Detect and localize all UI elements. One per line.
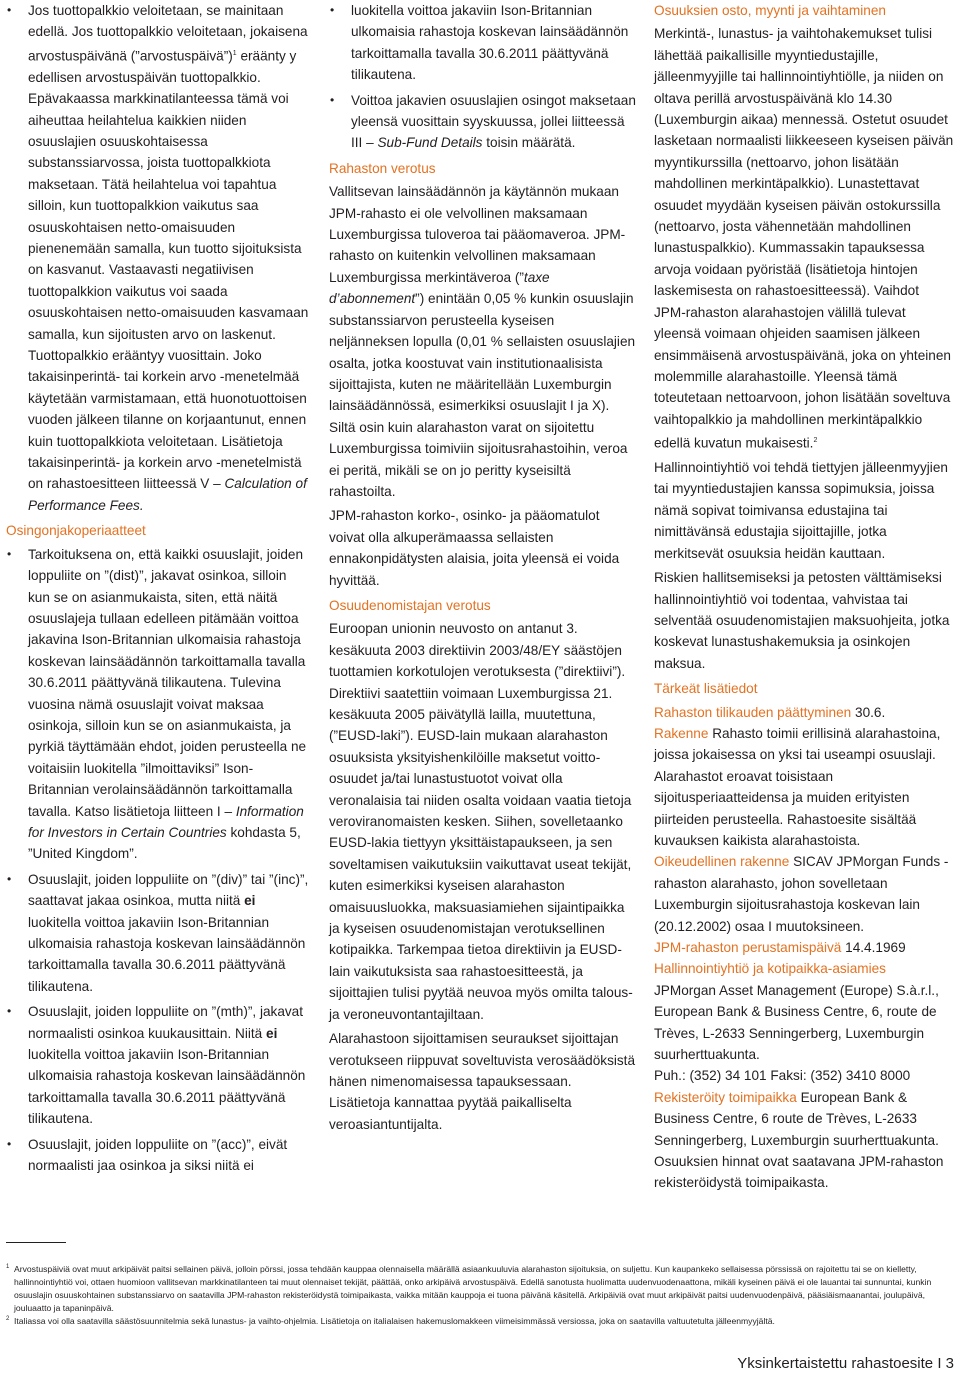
paragraph: Euroopan unionin neuvosto on antanut 3. kesäkuuta 2003 direktiivin 2003/48/EY säästöjen tuottamien korkotulojen verotuksesta (”direktiivi”). Direktiivi saatettiin voimaan Luxemburgissa 21. kesäkuuta 2005 päivätyllä lailla, muutettuna, (”EUSD-laki”). EUSD-lain mukaan alarahaston osuuksista yksityishenkilöille maksetut voitto-osuudet ja/tai lunastustuotot voivat olla veronalaisia tai niiden osalta voidaan vaatia tietoja veroviranomaisten kesken. Siihen, sovelletaanko EUSD-lakia tiettyyn yksittäistapaukseen, ja sen soveltamisen vaikutuksiin vaikuttavat useat tekijät, kuten esimerkiksi kyseisen alarahaston omaisuusluokka, maksuasiamiehen sijaintipaikka ja kyseisen osuudenomistajan verotuksellinen kotipaikka. Tarkempaa tietoa direktiivin ja EUSD-lain vaikutuksista saa rahastoesitteestä, ja sijoittajien tulisi pyytää neuvoa myös omilta talous- ja veroneuvontantajiltaan. — [329, 621, 633, 1022]
paragraph: Alarahastoon sijoittamisen seuraukset sijoittajan verotukseen riippuvat soveltuvista verosäädöksistä hänen nimenomaisessa tapauksessaan. Lisätietoja kannattaa pyytää paikalliselta veroasiantuntijalta. — [329, 1031, 636, 1132]
column-2 — [329, 0, 636, 1135]
paragraph: Osuuksien hinnat ovat saatavana JPM-rahaston rekisteröidystä toimipaikasta. — [654, 1154, 944, 1191]
footnotes — [6, 1242, 954, 1328]
section-heading-fund-taxation: Rahaston verotus — [329, 160, 436, 176]
paragraph: Hallinnointiyhtiö voi tehdä tiettyjen jälleenmyyjien tai myyntiedustajien kanssa sopimuksia, joissa nämä sopivat toimivansa edustajina tai nimittävänsä edustajia sijoittajille, jotka merkitsevät osuuksia heidän kauttaan. — [654, 460, 948, 561]
footnote-1: 1 Arvostuspäiviä ovat muut arkipäivät paitsi sellainen päivä, jolloin pörssi, jossa tehdään kauppaa olennaisella määrällä asiaankuuluvia alarahaston sijoituksia, on suljettu. Kun kaupankeko sellaisessa pörssissä on rajoitettu tai se on kielletty, hallinnointiyhtiö voi, ottaen huomioon vallitsevan markkinatilanteen tai muut olennaiset tekijät, päättää, onko arkipäivä arvostuspäivä. Edellä sanotusta huolimatta uudenvuodenaattona, mikäli kyseinen päivä ei ole lauantai tai sunnuntai, kunkin osuuslajin osuuskohtainen substanssiarvo on saatavilla JPM-rahaston rekisteröidystä toimipaikasta, vaikka mitään kauppoja ei tuona päivänä käsitellä. Arkipäiviä ovat muut arkipäivät paitsi uudenvuodenpäivä, pääsiäismaanantai, joulupäivä, jouluaatto ja tapaninpäivä. — [6, 1264, 932, 1313]
info-item: Oikeudellinen rakenne SICAV JPMorgan Funds -rahaston alarahasto, johon sovelletaan Luxemburgin sijoitusrahastoja koskevan lain (20.12.2002) osaa I muutoksineen. — [654, 854, 949, 934]
section-heading-distribution: Osingonjakoperiaatteet — [6, 523, 146, 539]
list-item: • Jos tuottopalkkio veloitetaan, se mainitaan edellä. Jos tuottopalkkio veloitetaan, jokaisena arvostuspäivänä (”arvostuspäivä”)$^1$ eräänty y edellisen arvostuspäivän tuottopalkkio. Epävakaassa markkinatilanteessa tämä voi aiheuttaa heilahtelua kaikkien niiden osuuslajien osuuskohtaisessa substanssiarvossa, joista tuottopalkkiota maksetaan. Tätä heilahtelua voi tapahtua silloin, kun tuottopalkkion vaikutus saa osuuskohtaisen netto-omaisuuden pienenemään samalla, kun tuotto sijoituksista on kasvanut. Vastaavasti negatiivisen tuottopalkkion vaikutus voi saada osuuskohtaisen netto-omaisuuden kasvamaan samalla, kun sijoitusten arvo on laskenut. Tuottopalkkio erääntyy vuosittain. Joko takaisinperintä- tai korkein arvo -menetelmää käytetään varmistamaan, että huonotuottoisen vuoden jälkeen tilanne on korjaantunut, ennen kuin tuottopalkkiota veloitetaan. Lisätietoja takaisinperintä- ja korkein arvo -menetelmistä on rahastoesitteen liitteessä V – Calculation of Performance Fees. — [6, 0, 311, 516]
list-item-continued: • luokitella voittoa jakaviin Ison-Britannian ulkomaisia rahastoja koskevan lainsäädännön tarkoittamalla tavalla 30.6.2011 päättyvänä tilikautena. — [329, 0, 636, 86]
paragraph: Merkintä-, lunastus- ja vaihtohakemukset tulisi lähettää paikallisille myyntiedustajille, jälleenmyyjille tai hallinnointiyhtiölle, ja niiden on oltava perillä arvostuspäivänä klo 14.30 (Luxemburgin aikaa) mennessä. Ostetut osuudet lasketaan normaalisti liikkeeseen kyseisen päivän myyntikurssilla (nettoarvo, johon lisätään mahdollinen merkintäpalkkio). Lunastettavat osuudet myydään kyseisen päivän ostokurssilla (nettoarvo, josta vähennetään mahdollinen lunastuspalkkio). Kummassakin tapauksessa arvoja voidaan pyöristää (lisätietoja hintojen laskemisesta on rahastoesitteessä). Vaihdot JPM-rahaston alarahastojen välillä tulevat yleensä voimaan ohjeiden saamisen jälkeen ensimmäisenä arvostuspäivänä, joka on yhteinen molemmille alarahastoille. Yleensä tämä toteutetaan nettoarvoon, johon lisätään soveltuva vaihtopalkkio ja mahdollinen merkintäpalkkio edellä kuvatun mukaisesti.$^2$ — [654, 26, 954, 451]
list-item: • Osuuslajit, joiden loppuliite on ”(div)” tai ”(inc)”, saattavat jakaa osinkoa, mutta niitä ei luokitella voittoa jakaviin Ison-Britannian ulkomaisia rahastoja koskevan lainsäädännön tarkoittamalla tavalla 30.6.2011 päättyvänä tilikautena. — [6, 869, 311, 997]
list-item: • Osuuslajit, joiden loppuliite on ”(mth)”, jakavat normaalisti osinkoa kuukausittain. Niitä ei luokitella voittoa jakaviin Ison-Britannian ulkomaisia rahastoja koskevan lainsäädännön tarkoittamalla tavalla 30.6.2011 päättyvänä tilikautena. — [6, 1001, 311, 1129]
distribution-list-continued — [329, 0, 636, 154]
list-item: • Tarkoituksena on, että kaikki osuuslajit, joiden loppuliite on ”(dist)”, jakavat osinkoa, silloin kun se on asianmukaista, siten, että näitä osuuslajeja tullaan edelleen pitämään voittoa jakavina Ison-Britannian ulkomaisia rahastoja koskevan lainsäädännön tarkoittamalla tavalla 30.6.2011 päättyvänä tilikautena. Tulevina vuosina nämä osuuslajit voivat maksaa osinkoja, silloin kun se on asianmukaista, ja pyrkiä täyttämään ehdot, joiden perusteella ne voitaisiin luokitella ”ilmoittaviksi” Ison-Britannian verolainsäädännön tarkoittamalla tavalla. Katso lisätietoja liitteen I – Information for Investors in Certain Countries kohdasta 5, ”United Kingdom”. — [6, 544, 311, 865]
paragraph: JPM-rahaston korko-, osinko- ja pääomatulot voivat olla alkuperämaassa sellaisten ennakonpidätysten alaisia, joita yleensä ei voida hyvittää. — [329, 508, 620, 588]
list-item: • Osuuslajit, joiden loppuliite on ”(acc)”, eivät normaalisti jaa osinkoa ja siksi niitä ei — [6, 1134, 311, 1177]
info-item: Rakenne Rahasto toimii erillisinä alarahastoina, joissa jokaisessa on yksi tai useampi osuuslaji. Alarahastot eroavat toisistaan sijoitusperiaatteidensa ja muiden erityisten piirteiden perusteella. Rahastoesite sisältää kuvauksen kaikista alarahastoista. — [654, 725, 941, 848]
footnote-2: 2 Italiassa voi olla saatavilla säästösuunnitelmia sekä lunastus- ja vaihto-ohjelmia. Lisätietoja on italialaisen hakemuslomakkeen viimeisimmässä versiossa, joka on saatavilla valtuutetulta jälleenmyyjältä. — [6, 1316, 775, 1326]
column-3 — [654, 0, 954, 1194]
list-item: • Voittoa jakavien osuuslajien osingot maksetaan yleensä vuosittain syyskuussa, jollei liitteessä III – Sub-Fund Details toisin määrätä. — [329, 90, 636, 154]
paragraph: Riskien hallitsemiseksi ja petosten välttämiseksi hallinnointiyhtiö voi todentaa, vahvistaa tai selventää osuudenomistajien maksuohjeita, jotka koskevat lunastushakemuksia ja osinkojen maksua. — [654, 570, 950, 671]
performance-fee-list — [6, 0, 311, 516]
section-heading-important-info: Tärkeät lisätiedot — [654, 681, 758, 697]
info-item: Rahaston tilikauden päättyminen 30.6. — [654, 704, 886, 720]
footnote-ref[interactable]: 1 — [232, 49, 237, 57]
info-item: Hallinnointiyhtiö ja kotipaikka-asiamies JPMorgan Asset Management (Europe) S.à.r.l., European Bank & Business Centre, 6, route de Trèves, L-2633 Senningerberg, Luxemburgin suurherttuakunta. Puh.: (352) 34 101 Faksi: (352) 3410 8000 — [654, 961, 939, 1084]
column-1 — [6, 0, 311, 1180]
footnote-ref[interactable]: 2 — [813, 437, 818, 445]
page-footer: Yksinkertaistettu rahastoesite I 3 — [737, 1355, 954, 1372]
info-item: JPM-rahaston perustamispäivä 14.4.1969 — [654, 940, 906, 955]
distribution-list — [6, 544, 311, 1177]
paragraph: Vallitsevan lainsäädännön ja käytännön mukaan JPM-rahasto ei ole velvollinen maksamaan Luxemburgissa tuloveroa tai pääomaveroa. JPM-rahasto on kuitenkin velvollinen maksamaan Luxemburgissa merkintäveroa (”taxe d’abonnement”) enintään 0,05 % kunkin osuuslajin substanssiarvon perusteella kyseisen neljänneksen lopulla (0,01 % sellaisten osuuslajien osalta, jotka koostuvat vain institutionaalisista sijoittajista, kuten ne määritellään Luxemburgin lainsäädännössä, esimerkiksi osuuslajit I ja X). Siltä osin kuin alarahaston varat on sijoitettu Luxemburgissa toimiviin sijoitusrahastoihin, veroa ei peritä, mikäli se on jo peritty kyseisiltä rahastoilta. — [329, 184, 636, 499]
section-heading-shareholder-taxation: Osuudenomistajan verotus — [329, 597, 491, 613]
footnote-divider — [6, 1242, 66, 1243]
section-heading-buying-selling: Osuuksien osto, myynti ja vaihtaminen — [654, 3, 886, 18]
info-item: Rekisteröity toimipaikka European Bank & Business Centre, 6 route de Trèves, L-2633 Senningerberg, Luxemburgin suurherttuakunta. — [654, 1089, 939, 1148]
